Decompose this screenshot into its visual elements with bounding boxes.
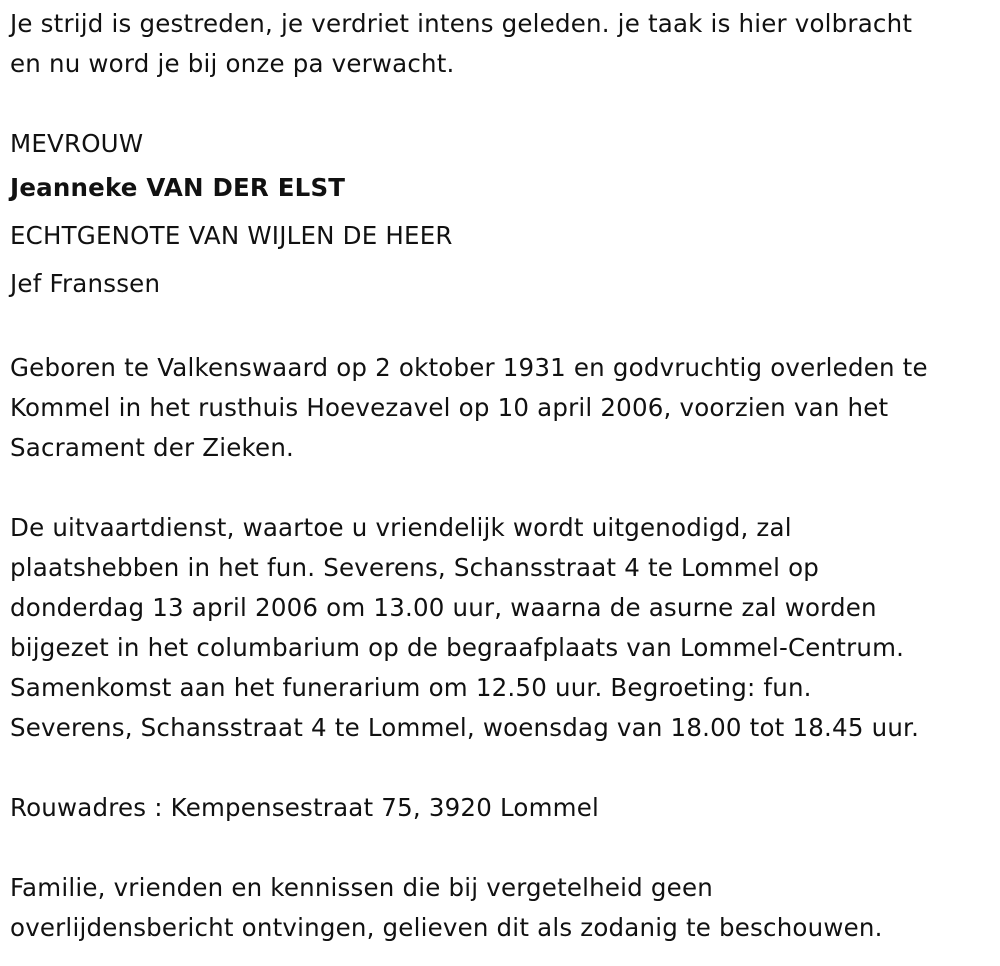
paragraph-line: Sacrament der Zieken. — [10, 433, 295, 462]
paragraph-line: plaatshebben in het fun. Severens, Schansstraat 4 te Lommel op — [10, 553, 820, 582]
spacer — [10, 748, 995, 788]
paragraph-line: Kommel in het rusthuis Hoevezavel op 10 april 2006, voorzien van het — [10, 393, 889, 422]
closing-paragraph — [10, 868, 995, 948]
paragraph-line: Samenkomst aan het funerarium om 12.50 uur. Begroeting: fun. — [10, 673, 812, 702]
deceased-name: Jeanneke VAN DER ELST — [10, 173, 346, 202]
paragraph-line: Geboren te Valkenswaard op 2 oktober 1931 en godvruchtig overleden te — [10, 353, 928, 382]
funeral-paragraph — [10, 508, 995, 748]
birth-death-paragraph — [10, 348, 995, 468]
spouse-intro: ECHTGENOTE VAN WIJLEN DE HEER — [10, 221, 453, 250]
paragraph-line: donderdag 13 april 2006 om 13.00 uur, waarna de asurne zal worden — [10, 593, 877, 622]
paragraph-line: Familie, vrienden en kennissen die bij vergetelheid geen — [10, 873, 713, 902]
verse — [10, 4, 995, 84]
spacer — [10, 828, 995, 868]
spacer — [10, 468, 995, 508]
spacer — [10, 308, 995, 348]
death-notice — [10, 4, 995, 948]
salutation: MEVROUW — [10, 129, 144, 158]
paragraph-line: bijgezet in het columbarium op de begraafplaats van Lommel-Centrum. — [10, 633, 905, 662]
verse-line: Je strijd is gestreden, je verdriet intens geleden. je taak is hier volbracht — [10, 9, 913, 38]
verse-line: en nu word je bij onze pa verwacht. — [10, 49, 455, 78]
spacer — [10, 84, 995, 124]
paragraph-line: overlijdensbericht ontvingen, gelieven dit als zodanig te beschouwen. — [10, 913, 883, 942]
paragraph-line: De uitvaartdienst, waartoe u vriendelijk wordt uitgenodigd, zal — [10, 513, 792, 542]
mourning-address: Rouwadres : Kempensestraat 75, 3920 Lommel — [10, 793, 599, 822]
spouse-name: Jef Franssen — [10, 269, 161, 298]
paragraph-line: Severens, Schansstraat 4 te Lommel, woensdag van 18.00 tot 18.45 uur. — [10, 713, 920, 742]
